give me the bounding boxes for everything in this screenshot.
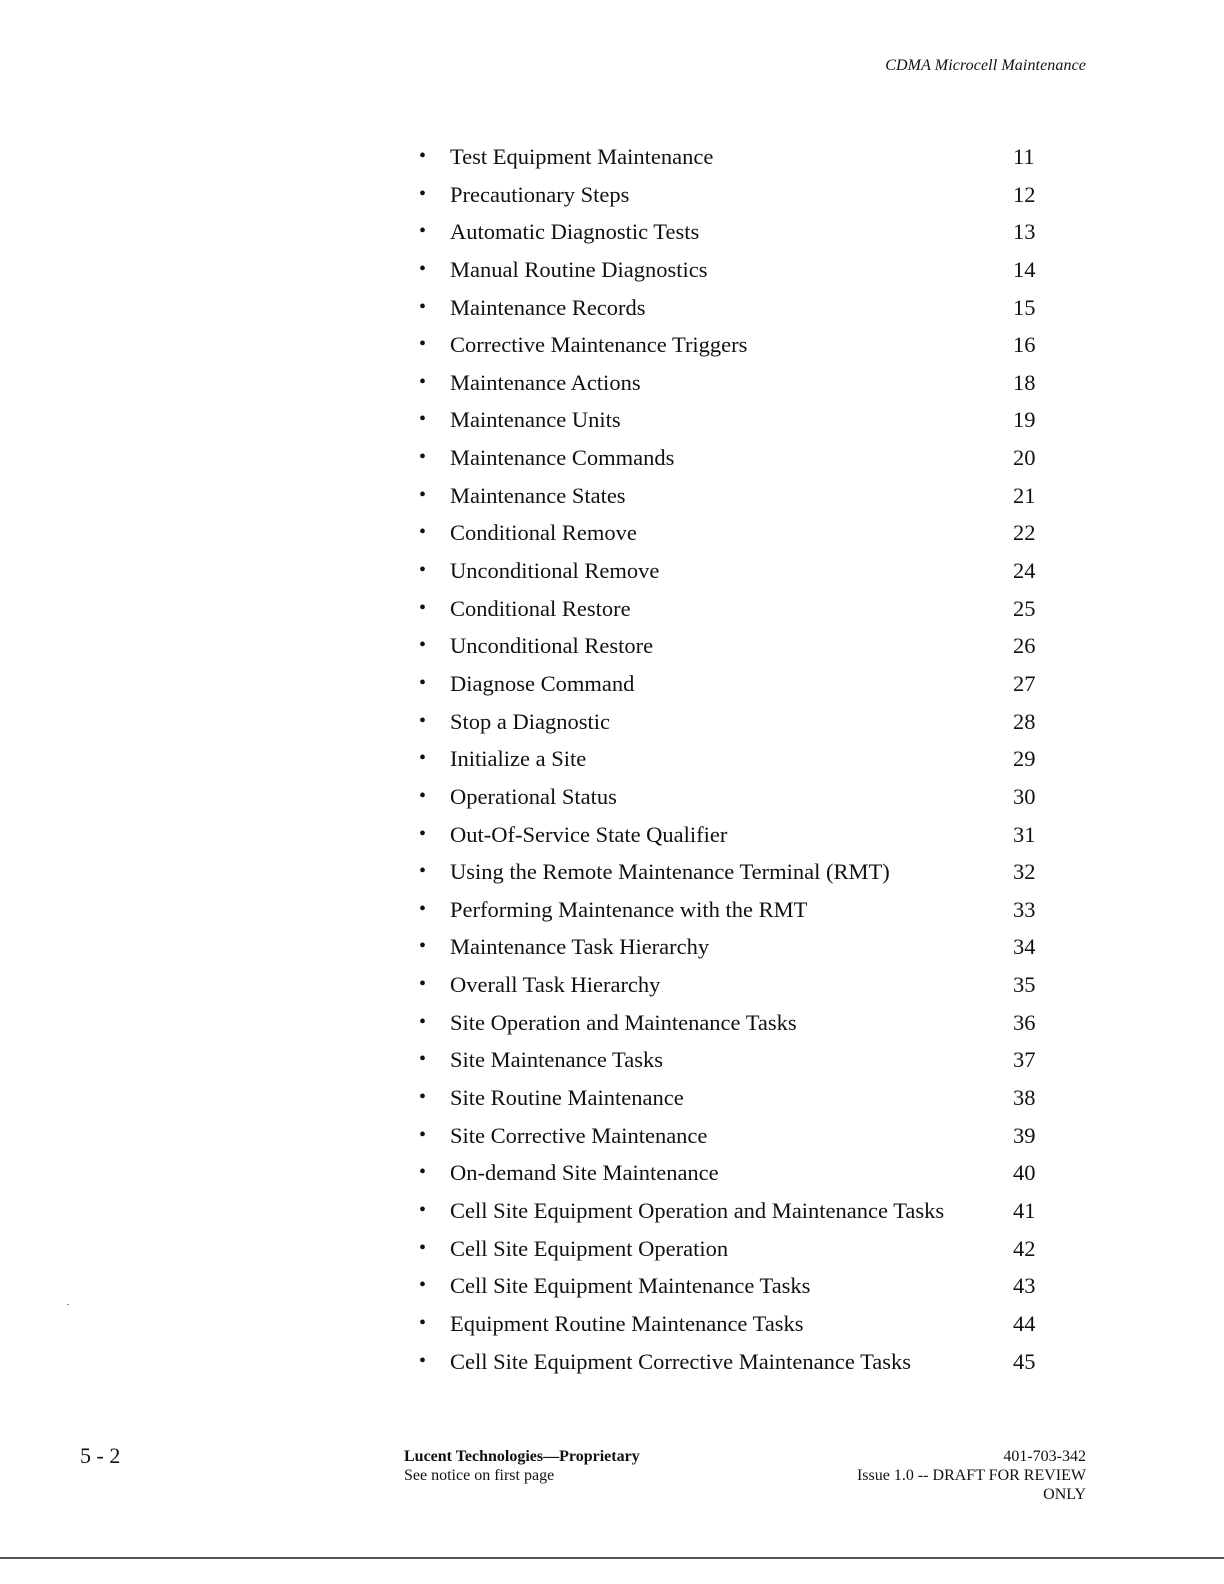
- bullet-icon: •: [419, 220, 427, 243]
- toc-entry: [414, 816, 1054, 854]
- toc-entry: [414, 966, 1054, 1004]
- bullet-icon: •: [419, 1010, 427, 1033]
- toc-entry-title: Maintenance Commands: [450, 445, 675, 471]
- toc-entry-page-number: 22: [1013, 520, 1036, 546]
- toc-entry: [414, 627, 1054, 665]
- toc-entry-title: Maintenance Records: [450, 294, 646, 320]
- bullet-icon: •: [419, 370, 427, 393]
- toc-entry-title: Site Maintenance Tasks: [450, 1047, 663, 1073]
- toc-entry-page-number: 28: [1013, 708, 1036, 734]
- bullet-icon: •: [419, 973, 427, 996]
- toc-entry-page-number: 44: [1013, 1310, 1036, 1336]
- toc-entry: [414, 703, 1054, 741]
- bullet-icon: •: [419, 1236, 427, 1259]
- toc-entry-page-number: 21: [1013, 482, 1036, 508]
- toc-entry: [414, 1230, 1054, 1268]
- toc-entry-title: Conditional Restore: [450, 595, 631, 621]
- bullet-icon: •: [419, 1311, 427, 1334]
- toc-entry: [414, 138, 1054, 176]
- toc-entry-page-number: 19: [1013, 407, 1036, 433]
- toc-entry-title: On-demand Site Maintenance: [450, 1160, 719, 1186]
- bullet-icon: •: [419, 784, 427, 807]
- bullet-icon: •: [419, 1048, 427, 1071]
- bullet-icon: •: [419, 1349, 427, 1372]
- toc-entry-title: Maintenance States: [450, 482, 626, 508]
- toc-entry-title: Initialize a Site: [450, 746, 587, 772]
- bullet-icon: •: [419, 1198, 427, 1221]
- toc-entry-page-number: 42: [1013, 1235, 1036, 1261]
- toc-entry: [414, 853, 1054, 891]
- toc-entry: [414, 740, 1054, 778]
- bullet-icon: •: [419, 1161, 427, 1184]
- toc-entry: [414, 1079, 1054, 1117]
- toc-entry: [414, 1267, 1054, 1305]
- toc-entry-title: Using the Remote Maintenance Terminal (RMT): [450, 859, 890, 885]
- toc-entry: [414, 364, 1054, 402]
- toc-entry: [414, 1117, 1054, 1155]
- toc-entry-title: Cell Site Equipment Maintenance Tasks: [450, 1273, 811, 1299]
- bullet-icon: •: [419, 634, 427, 657]
- toc-entry-title: Stop a Diagnostic: [450, 708, 610, 734]
- toc-entry-page-number: 32: [1013, 859, 1036, 885]
- toc-entry-page-number: 38: [1013, 1085, 1036, 1111]
- toc-entry: [414, 928, 1054, 966]
- toc-entry-page-number: 33: [1013, 896, 1036, 922]
- running-header-title: CDMA Microcell Maintenance: [885, 57, 1086, 74]
- toc-entry-page-number: 24: [1013, 558, 1036, 584]
- bullet-icon: •: [419, 671, 427, 694]
- toc-entry-page-number: 37: [1013, 1047, 1036, 1073]
- toc-entry-page-number: 27: [1013, 670, 1036, 696]
- toc-entry-page-number: 35: [1013, 972, 1036, 998]
- toc-entry-title: Unconditional Restore: [450, 633, 654, 659]
- toc-entry-title: Conditional Remove: [450, 520, 637, 546]
- bullet-icon: •: [419, 1123, 427, 1146]
- toc-entry-page-number: 34: [1013, 934, 1036, 960]
- bullet-icon: •: [419, 257, 427, 280]
- toc-entry: [414, 1343, 1054, 1381]
- toc-entry-page-number: 12: [1013, 181, 1036, 207]
- footer-divider: [0, 1557, 1224, 1559]
- bullet-icon: •: [419, 822, 427, 845]
- toc-entry: [414, 778, 1054, 816]
- toc-entry: [414, 1154, 1054, 1192]
- toc-entry: [414, 326, 1054, 364]
- bullet-icon: •: [419, 295, 427, 318]
- toc-entry-page-number: 20: [1013, 445, 1036, 471]
- footer-issue-line-2: ONLY: [1043, 1486, 1086, 1503]
- toc-entry: [414, 891, 1054, 929]
- toc-entry-page-number: 13: [1013, 219, 1036, 245]
- toc-entry-title: Maintenance Units: [450, 407, 621, 433]
- bullet-icon: •: [419, 559, 427, 582]
- footer-doc-number: 401-703-342: [1003, 1448, 1086, 1465]
- toc-entry-title: Performing Maintenance with the RMT: [450, 896, 808, 922]
- toc-entry-title: Out-Of-Service State Qualifier: [450, 821, 728, 847]
- footer-issue-line: Issue 1.0 -- DRAFT FOR REVIEW: [856, 1467, 1086, 1484]
- footer-proprietary-block: [404, 1447, 640, 1485]
- toc-entry: [414, 401, 1054, 439]
- toc-entry-title: Site Operation and Maintenance Tasks: [450, 1009, 797, 1035]
- bullet-icon: •: [419, 1086, 427, 1109]
- toc-entry-page-number: 25: [1013, 595, 1036, 621]
- toc-entry-page-number: 39: [1013, 1122, 1036, 1148]
- toc-entry-page-number: 45: [1013, 1348, 1036, 1374]
- bullet-icon: •: [419, 897, 427, 920]
- toc-entry: [414, 1004, 1054, 1042]
- toc-entry: [414, 439, 1054, 477]
- toc-entry-page-number: 30: [1013, 783, 1036, 809]
- toc-entry: [414, 477, 1054, 515]
- toc-entry-page-number: 29: [1013, 746, 1036, 772]
- toc-entry-title: Cell Site Equipment Corrective Maintenance Tasks: [450, 1348, 912, 1374]
- bullet-icon: •: [419, 521, 427, 544]
- toc-entry-title: Operational Status: [450, 783, 617, 809]
- toc-entry-title: Site Routine Maintenance: [450, 1085, 684, 1111]
- toc-entry-title: Unconditional Remove: [450, 558, 660, 584]
- toc-entry-title: Test Equipment Maintenance: [450, 144, 714, 169]
- toc-entry-page-number: 14: [1013, 256, 1036, 282]
- toc-entry-page-number: 15: [1013, 294, 1036, 320]
- toc-entry-title: Maintenance Task Hierarchy: [450, 934, 710, 960]
- toc-entry-title: Overall Task Hierarchy: [450, 972, 661, 998]
- toc-entry: [414, 176, 1054, 214]
- toc-entry-page-number: 41: [1013, 1197, 1036, 1223]
- toc-entry: [414, 251, 1054, 289]
- footer-page-number: 5 - 2: [80, 1443, 121, 1468]
- toc-entry-page-number: 36: [1013, 1009, 1036, 1035]
- bullet-icon: •: [419, 333, 427, 356]
- bullet-icon: •: [419, 709, 427, 732]
- bullet-icon: •: [419, 1274, 427, 1297]
- toc-entry-title: Diagnose Command: [450, 670, 635, 696]
- bullet-icon: •: [419, 935, 427, 958]
- footer-company: Lucent Technologies—Proprietary: [404, 1448, 640, 1465]
- toc-entry-page-number: 18: [1013, 369, 1036, 395]
- toc-entry: [414, 514, 1054, 552]
- toc-entry: [414, 289, 1054, 327]
- toc-entry-title: Corrective Maintenance Triggers: [450, 332, 748, 358]
- toc-entry-title: Equipment Routine Maintenance Tasks: [450, 1310, 804, 1336]
- toc-entry: [414, 213, 1054, 251]
- scan-artifact-mark: [67, 1304, 69, 1305]
- toc-entry-page-number: 26: [1013, 633, 1036, 659]
- toc-entry-page-number: 31: [1013, 821, 1036, 847]
- toc-entry-page-number: 16: [1013, 332, 1036, 358]
- toc-entry-title: Precautionary Steps: [450, 181, 630, 207]
- toc-entry-title: Manual Routine Diagnostics: [450, 256, 708, 282]
- bullet-icon: •: [419, 483, 427, 506]
- toc-entry-page-number: 43: [1013, 1273, 1036, 1299]
- toc-entry: [414, 1041, 1054, 1079]
- toc-entry: [414, 552, 1054, 590]
- bullet-icon: •: [419, 145, 427, 167]
- bullet-icon: •: [419, 747, 427, 770]
- toc-entry-title: Cell Site Equipment Operation: [450, 1235, 729, 1261]
- bullet-icon: •: [419, 182, 427, 205]
- toc-entry-title: Cell Site Equipment Operation and Maintenance Tasks: [450, 1197, 945, 1223]
- toc-entry: [414, 590, 1054, 628]
- toc-entry: [414, 1192, 1054, 1230]
- footer-notice: See notice on first page: [404, 1467, 555, 1484]
- toc-entry-title: Site Corrective Maintenance: [450, 1122, 708, 1148]
- bullet-icon: •: [419, 596, 427, 619]
- table-of-contents-list: [414, 138, 1054, 1380]
- bullet-icon: •: [419, 408, 427, 431]
- toc-entry-page-number: 11: [1013, 144, 1035, 169]
- bullet-icon: •: [419, 446, 427, 469]
- toc-entry: [414, 1305, 1054, 1343]
- toc-entry: [414, 665, 1054, 703]
- toc-entry-page-number: 40: [1013, 1160, 1036, 1186]
- bullet-icon: •: [419, 860, 427, 883]
- toc-entry-title: Automatic Diagnostic Tests: [450, 219, 700, 245]
- footer-document-info: [796, 1447, 1086, 1504]
- toc-entry-title: Maintenance Actions: [450, 369, 641, 395]
